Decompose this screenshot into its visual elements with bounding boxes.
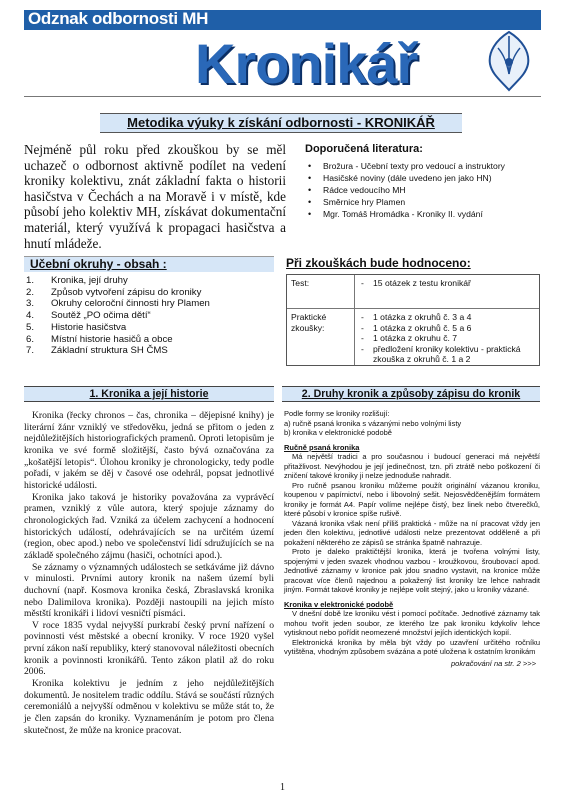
badge-title-bar: [24, 10, 541, 30]
column-1-text: [24, 410, 274, 736]
subheading: Ručně psaná kronika: [284, 442, 360, 452]
column-2-text: [284, 409, 540, 668]
paragraph: Proto je daleko praktičtější kronika, která je tvořena volnými listy, spojenými v jeden svazek vhodnou vazbou - kroužkovou, šroubovací apod. Jednotlivé záznamy v kronice pak jdou snadno vystavit, na kronice může pracovat více členů najednou a pokažený list kroniky lze lehce nahradit jiným. Formát takové kroniky je nejlépe volit stejný, jako u kroniky vázané.: [284, 547, 540, 594]
paragraph: Kronika kolektivu je jedním z jeho nejdůležitějších dokumentů. Je nositelem tradic oddílu. Stává se součástí různých ceremoniálů a nejvyšší odměnou v kolektivu se může stát to, že je člen zapsán do kroniky. Vyznamenáním je potom pro člena skutečnost, že může na kronice pracovat.: [24, 678, 274, 736]
section-title: Metodika výuky k získání odbornosti - KRONIKÁŘ: [100, 113, 462, 133]
exam-item: - 1 otázka z okruhů č. 5 a 6: [361, 322, 472, 333]
topic-item: 2. Způsob vytvoření zápisu do kroniky: [26, 286, 202, 298]
literature-title: Doporučená literatura:: [305, 143, 423, 155]
paragraph: Podle formy se kroniky rozlišují:: [284, 409, 390, 418]
list-item: b) kronika v elektronické podobě: [284, 428, 392, 437]
exam-item: - 1 otázka z okruhů č. 3 a 4: [361, 312, 472, 322]
exam-item: - předložení kroniky kolektivu - praktická zkouška z okruhů č. 1 a 2: [361, 343, 521, 365]
topic-item: 7. Základní struktura SH ČMS: [26, 345, 168, 357]
paragraph: Pro ručně psanou kroniku můžeme použít originální vázanou kroniku, koupenou v papírnictví, nebo i libovolný sešit. Nejosvědčenějším formátem kroniky je formát A4. Papír volíme nejlépe čistý, bez linek nebo čtverečků, které působí v kronice spíše rušivě.: [284, 480, 540, 518]
intro-paragraph: Nejméně půl roku před zkouškou by se měl uchazeč o odbornost aktivně podílet na vedení kroniky kolektivu, znát základní fakta o historii hasičstva v Čechách a na Moravě i v místě, kde působí jeho kolektiv MH, získávat dokumentační materiál, který využívá k propagaci hasičstva a hnutí mládeže.: [24, 142, 286, 251]
topic-item: 6. Místní historie hasičů a obce: [26, 333, 173, 345]
paragraph: Elektronická kronika by měla být vždy po uzavření určitého ročníku vytištěna, vhodným způsobem svázána a poté uložena k ostatním kronikám: [284, 637, 540, 656]
topic-item: 5. Historie hasičstva: [26, 321, 127, 333]
topics-title: Učební okruhy - obsah :: [24, 256, 274, 272]
column-1-heading: 1. Kronika a její historie: [24, 386, 274, 402]
exam-title: Při zkouškách bude hodnoceno:: [286, 256, 471, 270]
exam-row-test: [287, 275, 539, 309]
paragraph: Má největší tradici a pro současnou i budoucí generaci má největší přitažlivost. Nevýhodou je její jedinečnost, tzn. při ztrátě nebo poškození či zničení takové kroniky ji nelze jednoduše nahradit.: [284, 452, 540, 480]
header-divider: [24, 96, 541, 97]
paragraph: Kronika jako taková je historiky považována za vyprávěcí pramen, vzniklý z vůle autora, který spojuje záznamy do chronologických řad. Vzniká za účelem zachycení a hodnocení historických událostí, odehrávajících se na určitém území (region, obec apod.) nebo ve společenství lidí sdružujících se na základě společného zájmu (hasiči, ochotníci apod.).: [24, 491, 274, 561]
subheading: Kronika v elektronické podobě: [284, 599, 394, 609]
exam-table: [286, 274, 540, 366]
exam-item: - 15 otázek z testu kronikář: [361, 278, 471, 288]
paragraph: Vázaná kronika však není příliš praktická - může na ní pracovat vždy jen jeden člen kolektivu, jednotlivé události nelze prezentovat odděleně a při pokažení některého ze zápisů se stránka špatně nahrazuje.: [284, 518, 540, 547]
paragraph: V dnešní době lze kroniku vést i pomocí počítače. Jednotlivé záznamy tak mohou tvořit jeden soubor, ze kterého lze pak kroniku kdykoliv lehce vytisknout nebo pořídit neomezené množství jejích identických kopií.: [284, 609, 540, 637]
literature-item: • Brožura - Učební texty pro vedoucí a instruktory: [308, 161, 505, 171]
topic-item: 3. Okruhy celoroční činnosti hry Plamen: [26, 298, 210, 310]
paragraph: Se záznamy o významných událostech se setkáváme již dávno v minulosti. Prvními autory kronik na našem území byli duchovní (např. Kosmova kronika česká, Zbraslavská kronika nebo Dalimilova kronika). Později nastoupili na jejich místo městští kronikáři i lidoví vesničtí písmáci.: [24, 561, 274, 620]
fountain-pen-nib-icon: [478, 30, 540, 92]
page-number: 1: [280, 782, 285, 793]
literature-item: • Mgr. Tomáš Hromádka - Kroniky II. vydání: [308, 209, 483, 219]
main-title: Kronikář: [195, 32, 418, 95]
exam-row-label: Praktické zkoušky:: [287, 309, 355, 365]
exam-row-practical: [287, 309, 539, 365]
badge-title: Odznak odbornosti MH: [28, 9, 209, 28]
exam-item: - 1 otázka z okruhu č. 7: [361, 333, 458, 344]
exam-row-label: Test:: [287, 275, 355, 308]
literature-item: • Rádce vedoucího MH: [308, 185, 406, 195]
topics-list: [24, 275, 284, 357]
literature-list: [305, 160, 545, 220]
paragraph: V roce 1835 vydal nejvyšší purkrabí český první nařízení o povinnosti vést městské a obecní kroniky. V roce 1920 vyšel první zákon naší republiky, který stanovoval náležitosti obecních kronik a povinnosti kronikářů. Tento zákon platil až do roku 2006.: [24, 619, 274, 678]
list-item: a) ručně psaná kronika s vázanými nebo volnými listy: [284, 418, 462, 428]
topic-item: 4. Soutěž „PO očima dětí“: [26, 310, 151, 322]
literature-item: • Hasičské noviny (dále uvedeno jen jako HN): [308, 173, 492, 183]
column-2-heading: 2. Druhy kronik a způsoby zápisu do kronik: [282, 386, 540, 402]
topic-item: 1. Kronika, její druhy: [26, 275, 128, 286]
literature-item: • Směrnice hry Plamen: [308, 197, 406, 207]
paragraph: Kronika (řecky chronos – čas, chronika – dějepisné knihy) je literární žánr vzniklý ve středověku, jedná se přitom o jeden z nejdůležitějších historiografických pramenů. Oproti letopisům je kronika ve své formě složitější, často bývá označována za „košatější letopis“. Úlohou kroniky je chronologicky, tedy podle pořadí, v jakém se děj v časové ose odehrál, popsat jednotlivé historické události.: [24, 410, 274, 491]
continuation-note: pokračování na str. 2 >>>: [451, 658, 536, 668]
